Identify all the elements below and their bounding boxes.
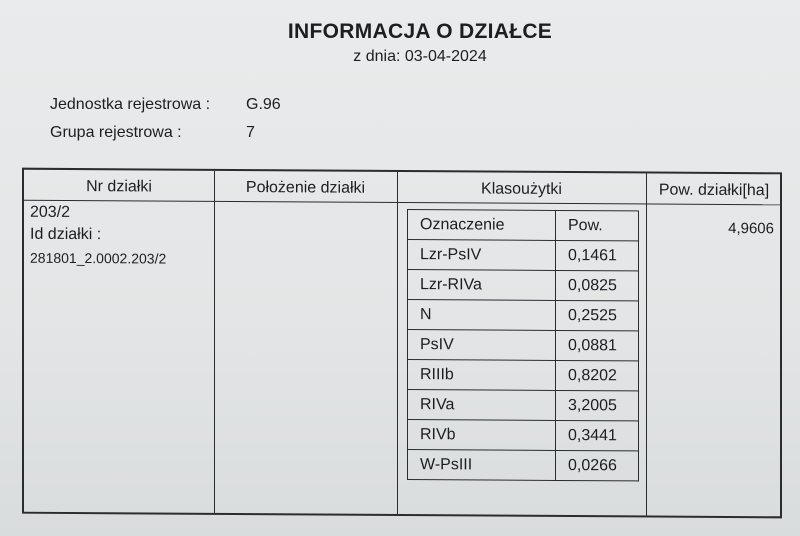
jednostka-label: Jednostka rejestrowa : [50,96,211,113]
pow-cell: 0,3441 [556,420,639,451]
jednostka-row [50,96,281,114]
pow-cell: 0,0825 [556,270,639,301]
oznaczenie-cell: RIIIb [408,360,556,391]
jednostka-value: G.96 [246,96,281,113]
oznaczenie-cell: Lzr-RIVa [408,270,556,301]
pow-cell: 0,0266 [556,450,639,481]
oznaczenie-cell: RIVb [408,420,556,451]
header-pow-dzialki: Pow. działki[ha] [658,181,770,200]
pow-cell: 0,8202 [556,360,639,391]
table-row [408,240,639,271]
klasouzytki-table [407,209,639,481]
plot-number: 203/2 [30,203,71,221]
oznaczenie-header: Oznaczenie [408,210,556,241]
header-polozenie: Położenie działki [245,179,366,197]
table-row [408,390,639,421]
table-row [408,300,639,331]
header-divider [24,200,780,206]
column-divider [646,173,647,515]
pow-cell: 0,0881 [556,330,639,361]
plot-id-label: Id działki : [30,225,102,244]
plot-total-area: 4,9606 [728,219,774,238]
grupa-row [50,124,255,142]
oznaczenie-cell: W-PsIII [408,450,556,481]
table-row [408,270,639,301]
pow-cell: 3,2005 [556,390,639,421]
table-row [408,360,639,391]
pow-cell: 0,1461 [556,240,639,271]
plot-info-table [22,168,782,519]
table-row [408,450,639,481]
document-date: z dnia: 03-04-2024 [353,48,487,65]
column-divider [397,172,398,514]
oznaczenie-cell: N [408,300,556,331]
document-title: INFORMACJA O DZIAŁCE [287,20,553,43]
table-row [408,420,639,451]
oznaczenie-cell: PsIV [408,330,556,361]
grupa-value: 7 [246,124,255,141]
column-divider [214,171,215,513]
plot-id-value: 281801_2.0002.203/2 [30,249,167,267]
grupa-label: Grupa rejestrowa : [50,124,182,141]
oznaczenie-cell: RIVa [408,390,556,421]
header-nr-dzialki: Nr działki [86,178,152,196]
klasouzytki-header-row [408,210,639,241]
header-klasouzytki: Klasoużytki [481,180,562,198]
pow-cell: 0,2525 [556,300,639,331]
table-row [408,330,639,361]
oznaczenie-cell: Lzr-PsIV [408,240,556,271]
pow-header: Pow. [556,210,639,241]
